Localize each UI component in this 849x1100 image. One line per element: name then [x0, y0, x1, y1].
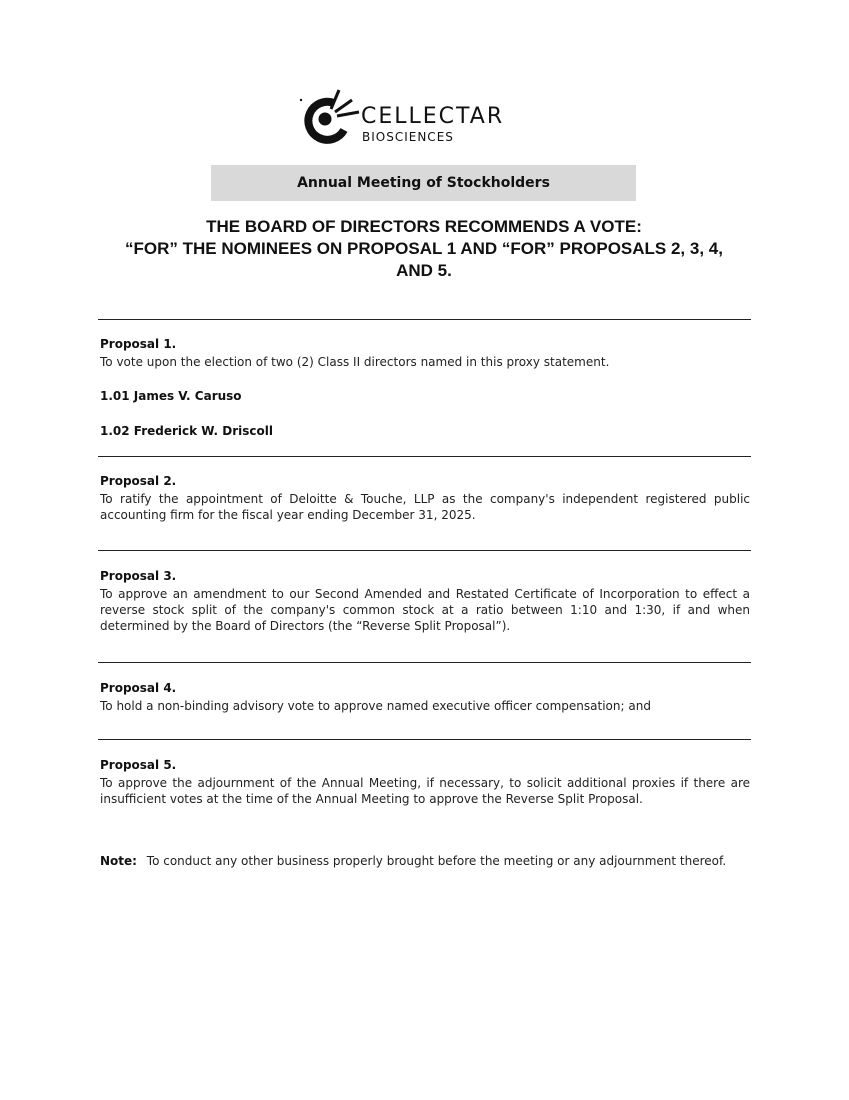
proposal-text: To hold a non-binding advisory vote to approve named executive officer compensation; and [100, 699, 651, 713]
proposal-title: Proposal 4. [100, 681, 177, 695]
proposal-2 [100, 473, 750, 523]
nominee-2: 1.02 Frederick W. Driscoll [100, 424, 274, 438]
proposal-title: Proposal 3. [100, 569, 177, 583]
proposal-text: To approve an amendment to our Second Amended and Restated Certificate of Incorporation to effect a reverse stock split of the company's common stock at a ratio between 1:10 and 1:30, if and when determined by the Board of Directors (the “Reverse Split Proposal”). [100, 587, 750, 633]
divider [98, 550, 751, 551]
proposal-4 [100, 680, 750, 714]
meeting-title-banner [211, 165, 636, 201]
note [100, 853, 750, 869]
meeting-title: Annual Meeting of Stockholders [297, 175, 550, 191]
note-text: To conduct any other business properly brought before the meeting or any adjournment thereof. [146, 854, 727, 868]
proposal-title: Proposal 5. [100, 758, 177, 772]
proposal-text: To vote upon the election of two (2) Class II directors named in this proxy statement. [100, 355, 610, 369]
divider [98, 456, 751, 457]
heading-line-3: AND 5. [396, 261, 452, 280]
note-label: Note: [100, 854, 137, 868]
proposal-title: Proposal 1. [100, 337, 177, 351]
proposal-text: To ratify the appointment of Deloitte & Touche, LLP as the company's independent registered public accounting firm for the fiscal year ending December 31, 2025. [100, 492, 750, 522]
board-recommendation-heading [98, 216, 750, 282]
proposal-title: Proposal 2. [100, 474, 177, 488]
company-logo [298, 85, 548, 151]
divider [98, 739, 751, 740]
proposal-5 [100, 757, 750, 807]
heading-line-2: “FOR” THE NOMINEES ON PROPOSAL 1 AND “FOR” PROPOSALS 2, 3, 4, [125, 239, 723, 258]
proposal-3 [100, 568, 750, 634]
nominee-1: 1.01 James V. Caruso [100, 389, 242, 403]
proposal-1 [100, 336, 750, 370]
logo-subtitle: BIOSCIENCES [362, 130, 454, 144]
divider [98, 662, 751, 663]
cellectar-logo-icon [298, 85, 360, 151]
proposal-text: To approve the adjournment of the Annual Meeting, if necessary, to solicit additional proxies if there are insufficient votes at the time of the Annual Meeting to approve the Reverse Split Proposal. [100, 776, 750, 806]
heading-line-1: THE BOARD OF DIRECTORS RECOMMENDS A VOTE: [206, 217, 642, 236]
divider [98, 319, 751, 320]
logo-wordmark: CELLECTAR [361, 104, 505, 129]
